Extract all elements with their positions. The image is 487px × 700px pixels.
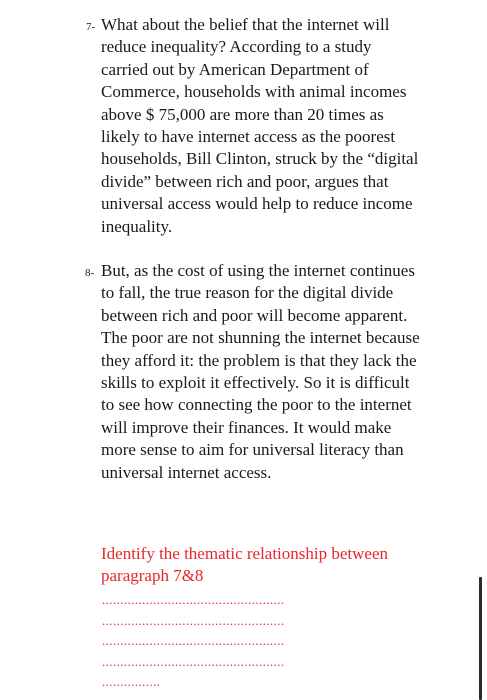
paragraph-text: What about the belief that the internet will reduce inequality? According to a study carried out by American Department of Commerce, households with animal incomes above $ 75,000 are more than 20 times as likely to have internet access as the poorest households, Bill Clinton, struck by the “digital divide” between rich and poor, argues that universal access would help to reduce income inequality.: [101, 15, 419, 236]
paragraph-8: [85, 260, 421, 484]
answer-line: ................: [102, 674, 161, 689]
answer-area: [102, 590, 408, 693]
paragraph-7: [86, 14, 421, 238]
answer-line: ..................................................: [102, 592, 285, 607]
paragraph-number: 8-: [85, 267, 95, 279]
scrollbar-thumb[interactable]: [479, 577, 482, 700]
paragraph-text: But, as the cost of using the internet continues to fall, the true reason for the digital divide between rich and poor will become apparent. The poor are not shunning the internet because they afford it: the problem is that they lack the skills to exploit it effectively. So it is difficult to see how connecting the poor to the internet will improve their finances. It would make more sense to aim for universal literacy than universal internet access.: [101, 261, 420, 482]
answer-line: ..................................................: [102, 653, 285, 669]
answer-line: ..................................................: [102, 612, 285, 628]
answer-line: ..................................................: [102, 633, 285, 648]
paragraph-number: 7-: [86, 21, 96, 33]
question-prompt: Identify the thematic relationship between paragraph 7&8: [101, 544, 389, 586]
